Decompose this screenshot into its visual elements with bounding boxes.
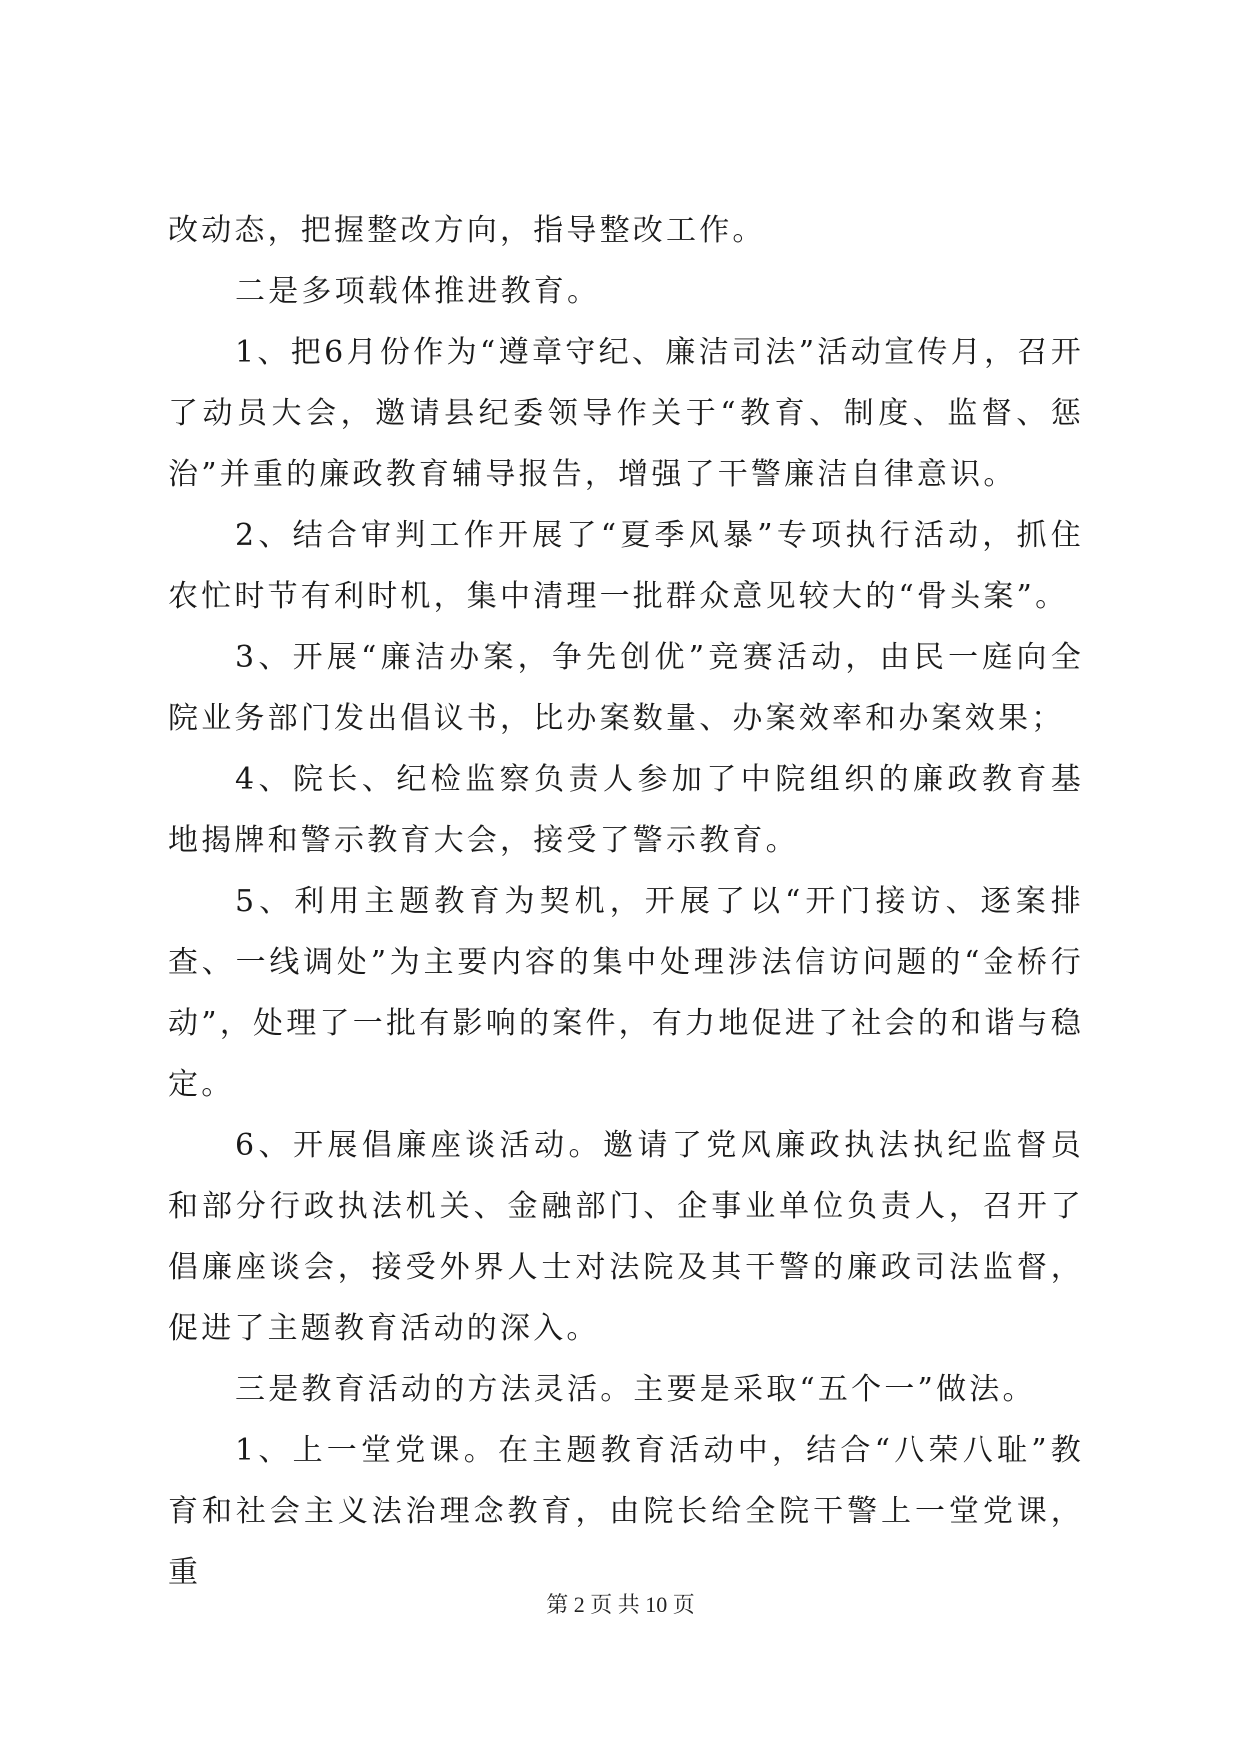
document-body (168, 200, 1084, 1603)
page-number-footer: 第 2 页 共 10 页 (546, 1592, 695, 1617)
paragraph-item-1: 1、把6月份作为“遵章守纪、廉洁司法”活动宣传月，召开了动员大会，邀请县纪委领导作关于“教育、制度、监督、惩治”并重的廉政教育辅导报告，增强了干警廉洁自律意识。 (168, 335, 1084, 492)
paragraph-item-3: 3、开展“廉洁办案，争先创优”竞赛活动，由民一庭向全院业务部门发出倡议书，比办案数量、办案效率和办案效果； (168, 640, 1084, 736)
paragraph-section-three: 三是教育活动的方法灵活。主要是采取“五个一”做法。 (235, 1372, 1036, 1407)
paragraph-continuation: 改动态，把握整改方向，指导整改工作。 (168, 213, 766, 248)
paragraph-item-5: 5、利用主题教育为契机，开展了以“开门接访、逐案排查、一线调处”为主要内容的集中处理涉法信访问题的“金桥行动”，处理了一批有影响的案件，有力地促进了社会的和谐与稳定。 (168, 884, 1084, 1102)
paragraph-section-two: 二是多项载体推进教育。 (235, 274, 601, 309)
paragraph-item-2: 2、结合审判工作开展了“夏季风暴”专项执行活动，抓住农忙时节有利时机，集中清理一批群众意见较大的“骨头案”。 (168, 518, 1084, 614)
paragraph-item-6: 6、开展倡廉座谈活动。邀请了党风廉政执法执纪监督员和部分行政执法机关、金融部门、企事业单位负责人，召开了倡廉座谈会，接受外界人士对法院及其干警的廉政司法监督，促进了主题教育活动的深入。 (168, 1128, 1084, 1346)
paragraph-section-three-item-1: 1、上一堂党课。在主题教育活动中，结合“八荣八耻”教育和社会主义法治理念教育，由院长给全院干警上一堂党课，重 (168, 1433, 1084, 1590)
paragraph-item-4: 4、院长、纪检监察负责人参加了中院组织的廉政教育基地揭牌和警示教育大会，接受了警示教育。 (168, 762, 1084, 858)
